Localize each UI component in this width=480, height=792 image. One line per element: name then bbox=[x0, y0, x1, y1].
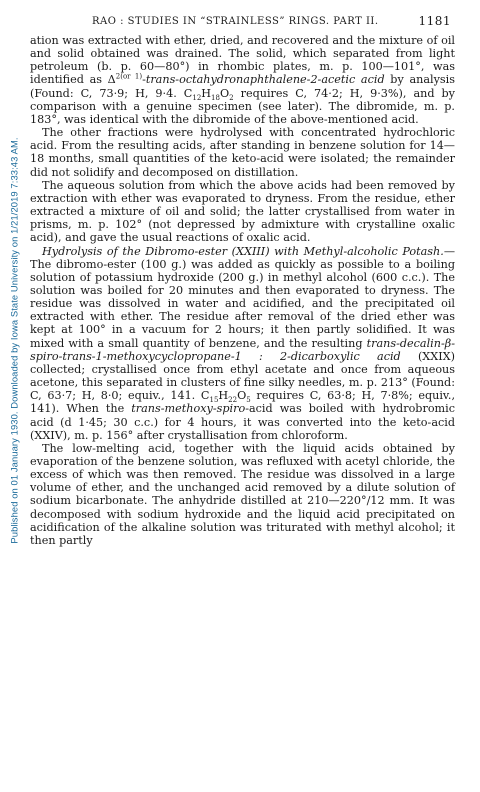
p1-superscript: 2(or 1) bbox=[115, 72, 143, 81]
p1-sub-1: 12 bbox=[192, 93, 202, 102]
watermark-text: Published on 01 January 1930. Downloaded by Iowa State University on 1/21/2019 7:33:43 AM. bbox=[8, 136, 20, 544]
p4-compound-name: trans-decalin-β-spiro-trans-1-methoxycyclopropane-1 : 2-dicarboxylic acid bbox=[30, 336, 455, 363]
p4-sub-3: 5 bbox=[246, 396, 251, 405]
journal-page bbox=[30, 12, 455, 782]
download-watermark bbox=[2, 60, 26, 620]
p4-sub-2: 22 bbox=[228, 396, 238, 405]
paragraph-5: The low-melting acid, together with the liquid acids obtained by evaporation of the benzene solution, was refluxed with acetyl chloride, the excess of which was then removed. The residue was dissolved in a large volume of ether, and the unchanged acid removed by a dilute solution of sodium bicarbonate. The anhydride distilled at 210—220°/12 mm. It was decomposed with sodium hydroxide and the liquid acid precipitated on acidification of the alkaline solution was triturated with methyl alcohol; it then partly bbox=[30, 441, 455, 547]
p1-text-b: - bbox=[142, 73, 146, 87]
p1-compound-name: trans-octahydronaphthalene-2-acetic acid bbox=[145, 73, 385, 87]
p1-text-e: O bbox=[219, 86, 230, 100]
paragraph-3: The aqueous solution from which the above acids had been removed by extraction with ether was evaporated to dryness. From the residue, ether extracted a mixture of oil and solid; the latter crystallised from water in prisms, m. p. 102° (not depressed by admixture with crystalline oxalic acid), and gave the usual reactions of oxalic acid. bbox=[30, 178, 455, 245]
paragraph-4 bbox=[30, 245, 455, 442]
p4-sub-1: 15 bbox=[209, 396, 219, 405]
paragraph-1 bbox=[30, 34, 455, 126]
paragraph-2: The other fractions were hydrolysed with concentrated hydrochloric acid. From the resulting acids, after standing in benzene solution for 14—18 months, small quantities of the keto-acid were isolated; the remainder did not solidify and decomposed on distillation. bbox=[30, 126, 455, 179]
p1-text-f: requires C, 74·2; H, 9·3%), and by comparison with a genuine specimen (see later). The dibromide, m. p. 183°, was identical with the dibromide of the above-mentioned acid. bbox=[30, 86, 455, 126]
p1-sub-3: 2 bbox=[229, 93, 234, 102]
article-body bbox=[30, 34, 455, 547]
p1-text-a: ation was extracted with ether, dried, and recovered and the mixture of oil and solid obtained was drained. The solid, which separated from light petroleum (b. p. 60—80°) in rhombic plates, m. p. 100—101°, was identified as Δ bbox=[30, 34, 455, 87]
p4-text-c: H bbox=[218, 389, 229, 403]
p1-sub-2: 18 bbox=[211, 93, 220, 102]
section-heading: Hydrolysis of the Dibromo-ester (XXIII) with Methyl-alcoholic Potash. bbox=[42, 244, 444, 258]
p1-text-c: by analysis (Found: C, 73·9; H, 9·4. C bbox=[30, 73, 455, 100]
p4-compound-name-2: trans-methoxy-spiro bbox=[131, 402, 246, 416]
p4-text-a: —The dibromo-ester (100 g.) was added as quickly as possible to a boiling solution of potassium hydroxide (200 g.) in methyl alcohol (600 c.c.). The solution was boiled for 20 minutes and then evaporated to dryness. The residue was dissolved in water and acidified, and the precipitated oil extracted with ether. The residue after removal of the dried ether was kept at 100° in a vacuum for 2 hours; it then partly solidified. It was mixed with a small quantity of benzene, and the resulting bbox=[30, 244, 455, 350]
p4-text-e: requires C, 63·8; H, 7·8%; equiv., 141). When the bbox=[30, 389, 455, 416]
running-title: RAO : STUDIES IN “STRAINLESS” RINGS. PART II. bbox=[92, 16, 379, 27]
p4-text-f: -acid was boiled with hydrobromic acid (d 1·45; 30 c.c.) for 4 hours, it was converted into the keto-acid (XXIV), m. p. 156° after crystallisation from chloroform. bbox=[30, 402, 456, 442]
page-number: 1181 bbox=[418, 14, 451, 28]
p1-text-d: H bbox=[201, 86, 212, 100]
running-head bbox=[30, 12, 455, 34]
p4-text-b: (XXIX) collected; crystallised once from ethyl acetate and once from aqueous acetone, this separated in clusters of fine silky needles, m. p. 213° (Found: C, 63·7; H, 8·0; equiv., 141. C bbox=[30, 349, 455, 403]
p4-text-d: O bbox=[237, 389, 247, 403]
